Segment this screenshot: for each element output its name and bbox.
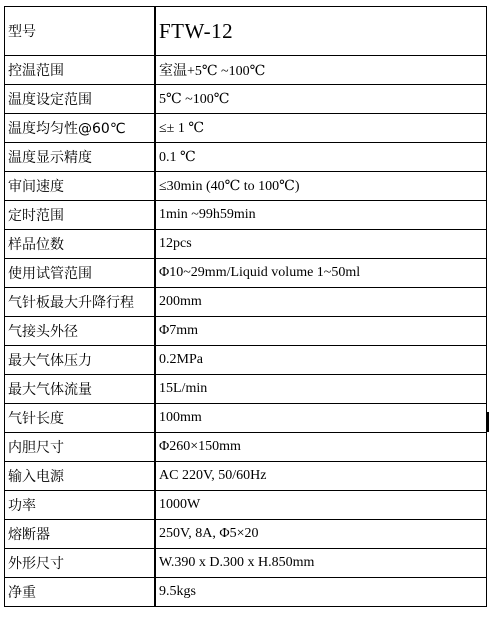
spec-table	[4, 6, 487, 607]
spec-value: Φ7mm	[155, 317, 487, 346]
spec-label: 最大气体流量	[5, 375, 156, 404]
spec-row	[5, 56, 487, 85]
spec-row	[5, 288, 487, 317]
spec-label: 型号	[5, 7, 156, 56]
spec-row	[5, 317, 487, 346]
spec-label: 净重	[5, 578, 156, 607]
spec-row	[5, 578, 487, 607]
spec-row	[5, 520, 487, 549]
spec-value: 100mm	[155, 404, 487, 433]
spec-label: 审间速度	[5, 172, 156, 201]
spec-value: ≤30min (40℃ to 100℃)	[155, 172, 487, 201]
spec-value: FTW-12	[155, 7, 487, 56]
spec-value: Φ10~29mm/Liquid volume 1~50ml	[155, 259, 487, 288]
spec-row-model	[5, 7, 487, 56]
spec-value: 12pcs	[155, 230, 487, 259]
spec-label: 外形尺寸	[5, 549, 156, 578]
spec-value: 1000W	[155, 491, 487, 520]
spec-row	[5, 549, 487, 578]
spec-value: 0.1 ℃	[155, 143, 487, 172]
spec-label: 控温范围	[5, 56, 156, 85]
spec-label: 使用试管范围	[5, 259, 156, 288]
spec-row	[5, 433, 487, 462]
spec-row	[5, 375, 487, 404]
spec-label: 定时范围	[5, 201, 156, 230]
spec-value: 1min ~99h59min	[155, 201, 487, 230]
spec-row	[5, 172, 487, 201]
spec-value: 5℃ ~100℃	[155, 85, 487, 114]
spec-row	[5, 491, 487, 520]
spec-value: 室温+5℃ ~100℃	[155, 56, 487, 85]
spec-label: 温度显示精度	[5, 143, 156, 172]
spec-label: 温度均匀性@60℃	[5, 114, 156, 143]
spec-value: 15L/min	[155, 375, 487, 404]
spec-row	[5, 462, 487, 491]
spec-row	[5, 143, 487, 172]
spec-value: 200mm	[155, 288, 487, 317]
spec-row	[5, 230, 487, 259]
spec-label: 输入电源	[5, 462, 156, 491]
spec-row	[5, 259, 487, 288]
spec-label: 气针板最大升降行程	[5, 288, 156, 317]
spec-label: 气针长度	[5, 404, 156, 433]
spec-label: 温度设定范围	[5, 85, 156, 114]
spec-value: W.390 x D.300 x H.850mm	[155, 549, 487, 578]
text-cursor-mark	[487, 412, 489, 432]
spec-label: 内胆尺寸	[5, 433, 156, 462]
spec-row	[5, 201, 487, 230]
spec-value: ≤± 1 ℃	[155, 114, 487, 143]
spec-value: AC 220V, 50/60Hz	[155, 462, 487, 491]
spec-row	[5, 346, 487, 375]
spec-label: 样品位数	[5, 230, 156, 259]
spec-value: 0.2MPa	[155, 346, 487, 375]
spec-row	[5, 85, 487, 114]
spec-label: 功率	[5, 491, 156, 520]
spec-value: Φ260×150mm	[155, 433, 487, 462]
spec-row	[5, 114, 487, 143]
spec-label: 气接头外径	[5, 317, 156, 346]
spec-value: 9.5kgs	[155, 578, 487, 607]
spec-row	[5, 404, 487, 433]
spec-label: 最大气体压力	[5, 346, 156, 375]
spec-label: 熔断器	[5, 520, 156, 549]
spec-value: 250V, 8A, Φ5×20	[155, 520, 487, 549]
